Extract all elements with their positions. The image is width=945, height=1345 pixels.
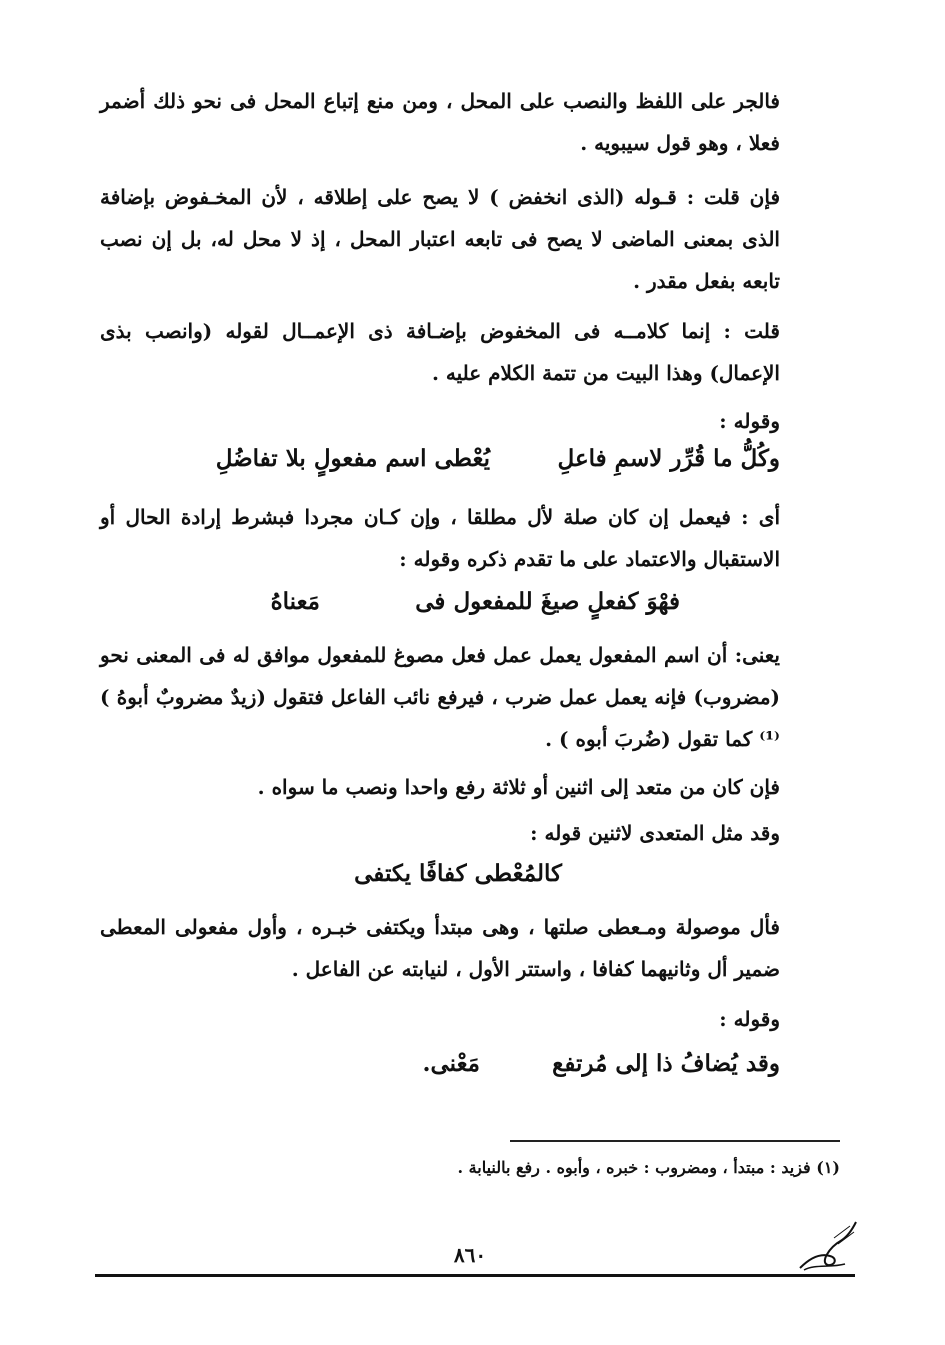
paragraph-4-intro: وقوله :	[719, 409, 780, 433]
paragraph-1: فالجر على اللفظ والنصب على المحل ، ومن منع إتباع المحل فى نحو ذلك أضمر فعلا ، وهو قول سيبويه .	[100, 89, 780, 155]
verse-4-second-hemistich: مَعْنى.	[422, 1050, 480, 1077]
flourish-ornament-icon	[790, 1218, 860, 1280]
footnote-separator	[510, 1140, 840, 1142]
paragraph-3: قلت : إنما كلامــه فى المخفوض بإضـافة ذى الإعمــال لقوله (وانصب بذى الإعمال) وهذا البيت من تتمة الكلام عليه .	[100, 319, 780, 385]
paragraph-7: فإن كان من متعد إلى اثنين أو ثلاثة رفع واحدا ونصب ما سواه .	[257, 775, 780, 799]
verse-2-first-hemistich: فهْوَ كفعلٍ صيغَ للمفعول فى	[415, 588, 680, 615]
footnote: (١) فزيد : مبتدأ ، ومضروب : خبره ، وأبوه . رفع بالنيابة .	[457, 1158, 840, 1177]
verse-2	[200, 588, 780, 628]
verse-1-first-hemistich: وكُلُّ ما قُرِّر لاسمِ فاعلِ	[557, 445, 780, 472]
verse-3-first-hemistich: كالمُعْطى كفافًا يكتفى	[354, 860, 562, 887]
paragraph-10-intro: وقوله :	[719, 1007, 780, 1031]
paragraph-8-intro: وقد مثل المتعدى لاثنين قوله :	[530, 821, 780, 845]
paragraph-6: يعنى: أن اسم المفعول يعمل عمل فعل مصوغ للمفعول موافق له فى المعنى نحو (مضروب) فإنه يعمل عمل ضرب ، فيرفع نائب الفاعل فتقول (زيدٌ مضروبٌ أبوهُ )⁽¹⁾ كما تقول (ضُربَ أبوه ) .	[100, 643, 780, 751]
paragraph-5: أى : فيعمل إن كان صلة لأل مطلقا ، وإن كـان مجردا فبشرط إرادة الحال أو الاستقبال والاعتماد على ما تقدم ذكره وقوله :	[100, 505, 780, 571]
verse-1	[200, 445, 780, 485]
paragraph-9: فأل موصولة ومـعطى صلتها ، وهى مبتدأ ويكتفى خبـره ، وأول مفعولى المعطى ضمير أل وثانيهما كفافا ، واستتر الأول ، لنيابته عن الفاعل .	[100, 915, 780, 981]
verse-4	[200, 1050, 780, 1090]
verse-3	[200, 860, 780, 900]
paragraph-2: فإن قلت : قـوله (الذى انخفض ) لا يصح على إطلاقه ، لأن المخـفوض بإضافة الذى بمعنى الماضى لا يصح فى تابعه اعتبار المحل ، إذ لا محل له، بل إن نصب تابعه بفعل مقدر .	[100, 185, 780, 293]
verse-4-first-hemistich: وقد يُضافُ ذا إلى مُرتفع	[552, 1050, 780, 1077]
page-number: ٨٦٠	[453, 1243, 487, 1267]
bottom-rule	[95, 1274, 855, 1277]
verse-2-second-hemistich: مَعناهُ	[270, 588, 320, 615]
verse-1-second-hemistich: يُعْطى اسم مفعولٍ بلا تفاضُلِ	[215, 445, 490, 472]
